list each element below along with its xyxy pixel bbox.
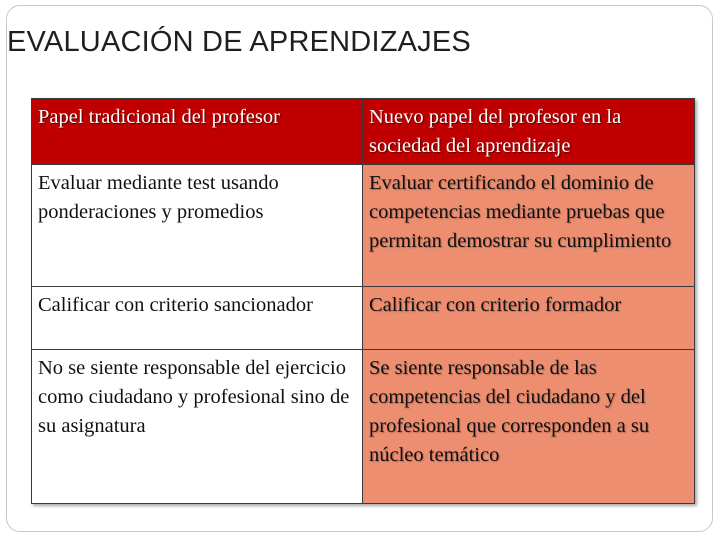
traditional-cell: Evaluar mediante test usando ponderaciones y promedios [32,165,363,287]
header-traditional-role: Papel tradicional del profesor [32,99,363,165]
table-header-row [32,99,695,165]
table-row [32,350,695,504]
new-role-cell: Calificar con criterio formador [363,287,695,350]
header-new-role: Nuevo papel del profesor en la sociedad del aprendizaje [363,99,695,165]
new-role-cell: Evaluar certificando el dominio de competencias mediante pruebas que permitan demostrar su cumplimiento [363,165,695,287]
table-row [32,165,695,287]
new-role-cell: Se siente responsable de las competencias del ciudadano y del profesional que corresponden a su núcleo temático [363,350,695,504]
comparison-table [31,98,695,504]
slide-title: EVALUACIÓN DE APRENDIZAJES [7,26,471,58]
traditional-cell: Calificar con criterio sancionador [32,287,363,350]
table-row [32,287,695,350]
traditional-cell: No se siente responsable del ejercicio como ciudadano y profesional sino de su asignatura [32,350,363,504]
